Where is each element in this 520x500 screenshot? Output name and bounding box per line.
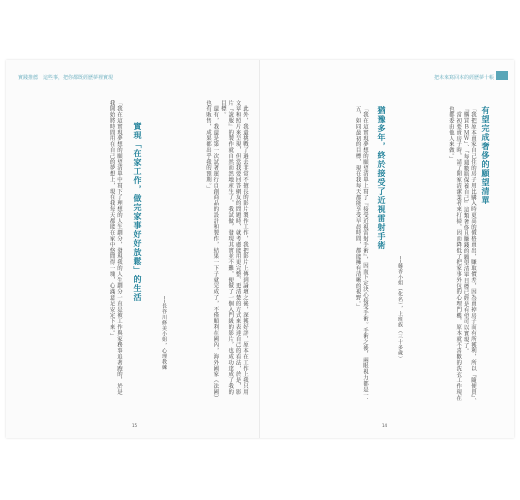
right-heading-2: 猶豫多年，終於接受了近視雷射手術 [377, 106, 386, 250]
book-spread [6, 60, 514, 438]
running-header-left: 實踐推薦 這些事，把你都既經歷夢裡實現 [18, 75, 114, 81]
chapter-tab [496, 71, 508, 80]
left-page [6, 60, 260, 438]
right-quote-1: ──藤香小姐（化名），上班族（三十多歲） [397, 256, 403, 362]
page-number-right: 14 [382, 423, 388, 428]
left-quote-1: ──長谷川修美小姐，心理教練 [161, 296, 167, 371]
left-heading-2: 實現「在家工作，做完家事好好放鬆」的生活 [133, 122, 142, 302]
page-number-left: 15 [132, 423, 138, 428]
running-header-right: 把未來寫回本的經歷夢十帳 [433, 75, 494, 81]
right-page [260, 60, 514, 438]
left-body-2: 「我在這實現夢想的願望清單中寫下了理想的人生劃分，發現我的人生劃分一直是被工作與家務事追著跑的，於是我開始將時間用在自己的夢想上，現在我每天都能在家中悠閒得一塊，心滿意足安定下來。」 [108, 100, 122, 395]
right-body-1: 「我把原本賣家自己住的房子用比購入時更高的價格賣出，賺取價差，因為賣掉房子而有所獲利，所以『隨便買』、『購買ＢＭＷ』、『每週數瓶保養自己』這類奢侈且賺錢的願望清單目標已經是有望可以實現了。 當初要賣房子時，請了開家清潔業者來打掃，因而降低了把家事外包的心理門檻，原本就不喜歡的洗衣工作現在也都委由他人來做。」 [447, 106, 476, 405]
right-heading-1: 有望完成奢侈的願望清單 [481, 106, 490, 205]
left-body-1: 此外，我還挑戰了過去非常不擅長的影片製作工作，我把影片上傳到論壇之後，深獲好評，原本在工作上我只用文章和照片來呈現，但當我要回答網友的問題時，就考慮能用更完整、更清楚的方式來表達自己的看法，於是，影片『說服』的製作就自然而然地產生了，我試做，發現其實並不難，便做了一個入門級的影片，也成功達成了我的目標。 還有，我還是第一次試著運行自創商品的設計和製作，結果一下子就完成了，不僅順利在國內，海外國家（法國）也有販售，成果都出乎我的預期。」 [204, 100, 248, 399]
right-body-2: 「我在這實現夢想的願望清單上寫了『接受近視雷射手術』，因而下定決心接受手術。手術之後，兩眼視力都是一．五，如同最初的目標，現在我每天都能享受早晨時間，都能擁有清晰的視野。」 [354, 106, 368, 405]
